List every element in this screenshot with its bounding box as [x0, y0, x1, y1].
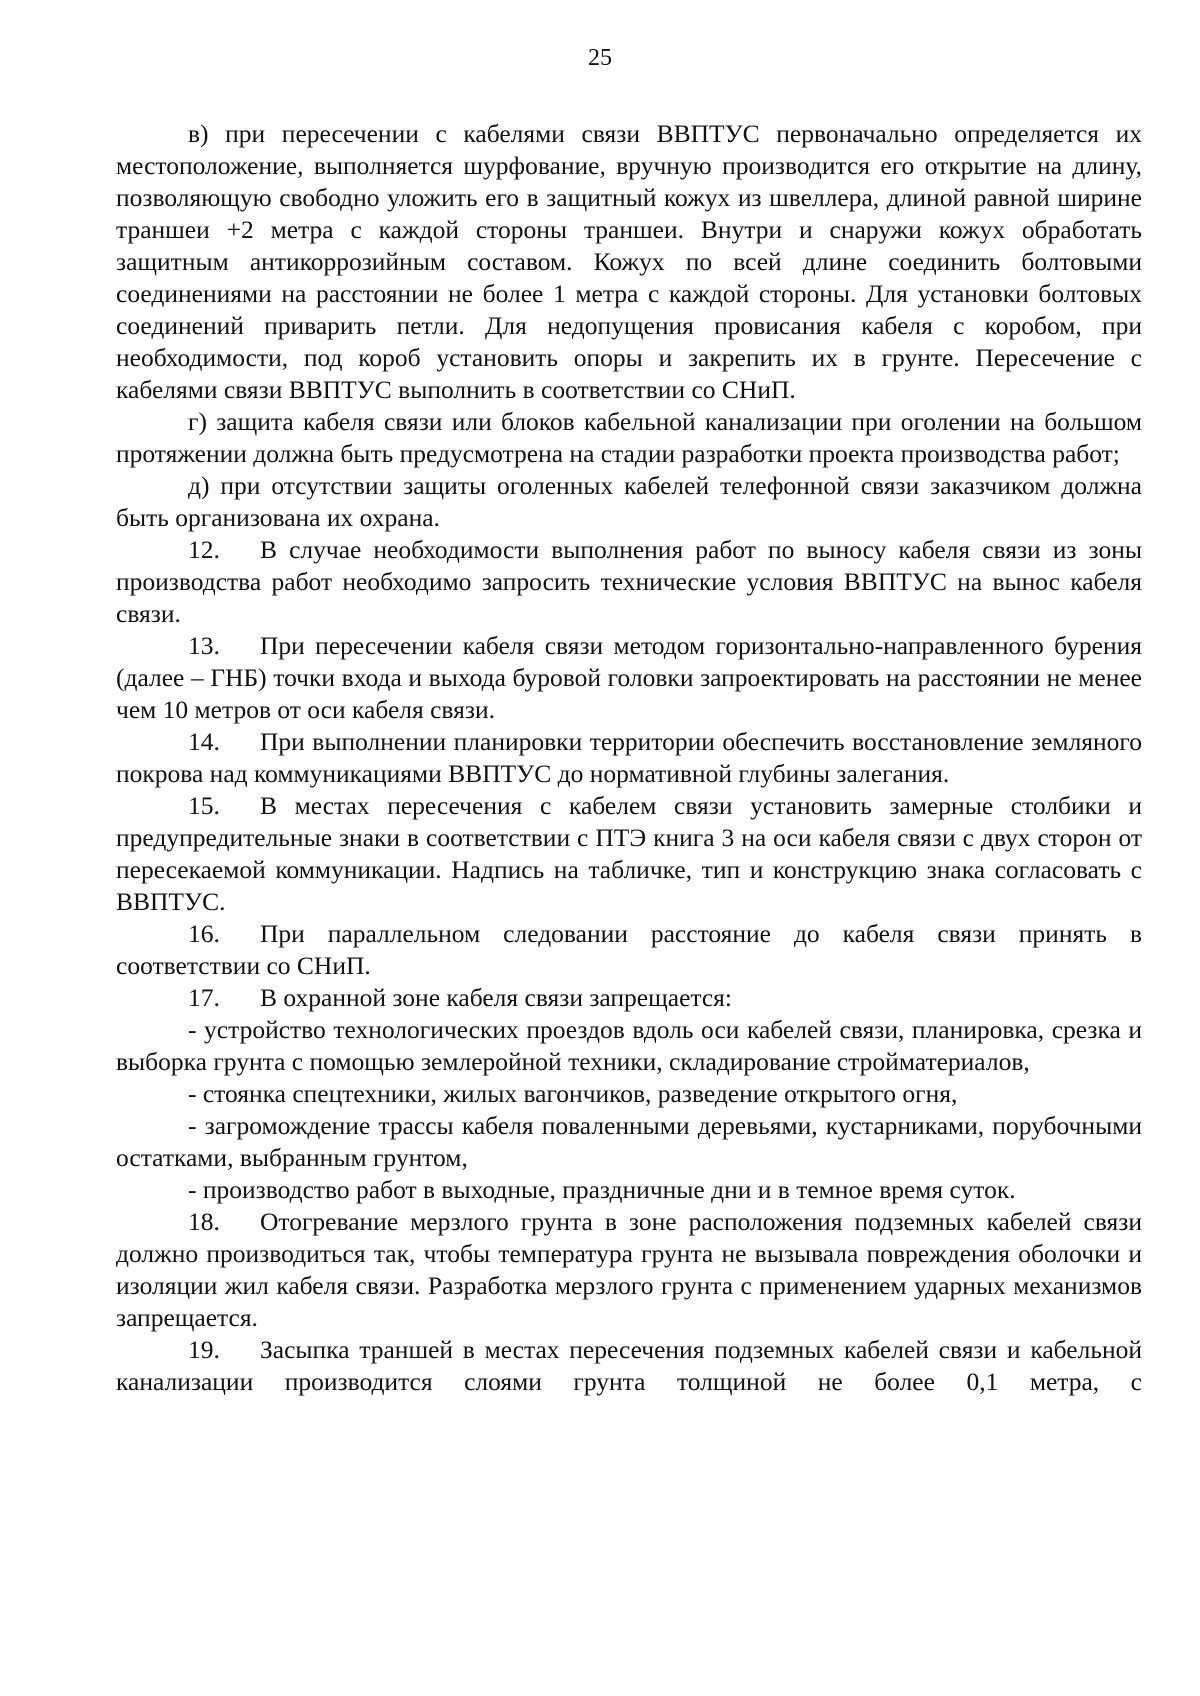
page-number: 25 [588, 45, 612, 71]
paragraph-v: в) при пересечении с кабелями связи ВВПТУС первоначально определяется их местоположение, выполняется шурфование, вручную производится его открытие на длину, позволяющую свободно уложить его в защитный кожух из швеллера, длиной равной ширине траншеи +2 метра с каждой стороны траншеи. Внутри и снаружи кожух обработать защитным антикоррозийным составом. Кожух по всей длине соединить болтовыми соединениями на расстоянии не более 1 метра с каждой стороны. Для установки болтовых соединений приварить петли. Для недопущения провисания кабеля с коробом, при необходимости, под короб установить опоры и закрепить их в грунте. Пересечение с кабелями связи ВВПТУС выполнить в соответствии со СНиП. [116, 119, 1142, 404]
paragraph-text: При выполнении планировки территории обеспечить восстановление земляного покрова над коммуникациями ВВПТУС до нормативной глубины залегания. [116, 727, 1142, 788]
paragraph-14 [116, 726, 1142, 790]
paragraph-18 [116, 1206, 1142, 1334]
paragraph-17-item-b: - стоянка спецтехники, жилых вагончиков, разведение открытого огня, [188, 1079, 958, 1108]
document-body [116, 118, 1142, 1398]
paragraph-17-item-a: - устройство технологических проездов вдоль оси кабелей связи, планировка, срезка и выборка грунта с помощью землеройной техники, складирование стройматериалов, [116, 1015, 1142, 1076]
item-number: 12. [188, 535, 220, 564]
item-number: 14. [188, 727, 220, 756]
paragraph-15 [116, 790, 1142, 918]
paragraph-16 [116, 918, 1142, 982]
paragraph-19 [116, 1334, 1142, 1398]
paragraph-text: Засыпка траншей в местах пересечения подземных кабелей связи и кабельной канализации производится слоями грунта толщиной не более 0,1 метра, с [116, 1335, 1142, 1396]
paragraph-17 [116, 982, 1142, 1014]
paragraph-d: д) при отсутствии защиты оголенных кабелей телефонной связи заказчиком должна быть организована их охрана. [116, 471, 1142, 532]
paragraph-text: При пересечении кабеля связи методом горизонтально-направленного бурения (далее – ГНБ) точки входа и выхода буровой головки запроектировать на расстоянии не менее чем 10 метров от оси кабеля связи. [116, 631, 1142, 724]
paragraph-17-item-c: - загромождение трассы кабеля поваленными деревьями, кустарниками, порубочными остатками, выбранным грунтом, [116, 1111, 1142, 1172]
item-number: 16. [188, 919, 220, 948]
paragraph-text: В охранной зоне кабеля связи запрещается: [260, 983, 732, 1012]
item-number: 18. [188, 1207, 220, 1236]
paragraph-text: Отогревание мерзлого грунта в зоне расположения подземных кабелей связи должно производиться так, чтобы температура грунта не вызывала повреждения оболочки и изоляции жил кабеля связи. Разработка мерзлого грунта с применением ударных механизмов запрещается. [116, 1207, 1142, 1332]
item-number: 17. [188, 983, 220, 1012]
paragraph-text: В местах пересечения с кабелем связи установить замерные столбики и предупредительные знаки в соответствии с ПТЭ книга 3 на оси кабеля связи с двух сторон от пересекаемой коммуникации. Надпись на табличке, тип и конструкцию знака согласовать с ВВПТУС. [116, 791, 1142, 916]
paragraph-g: г) защита кабеля связи или блоков кабельной канализации при оголении на большом протяжении должна быть предусмотрена на стадии разработки проекта производства работ; [116, 407, 1142, 468]
paragraph-17-item-d: - производство работ в выходные, праздничные дни и в темное время суток. [188, 1175, 1016, 1204]
paragraph-13 [116, 630, 1142, 726]
paragraph-text: В случае необходимости выполнения работ по выносу кабеля связи из зоны производства работ необходимо запросить технические условия ВВПТУС на вынос кабеля связи. [116, 535, 1142, 628]
item-number: 19. [188, 1335, 220, 1364]
item-number: 13. [188, 631, 220, 660]
paragraph-12 [116, 534, 1142, 630]
item-number: 15. [188, 791, 220, 820]
paragraph-text: При параллельном следовании расстояние до кабеля связи принять в соответствии со СНиП. [116, 919, 1142, 980]
